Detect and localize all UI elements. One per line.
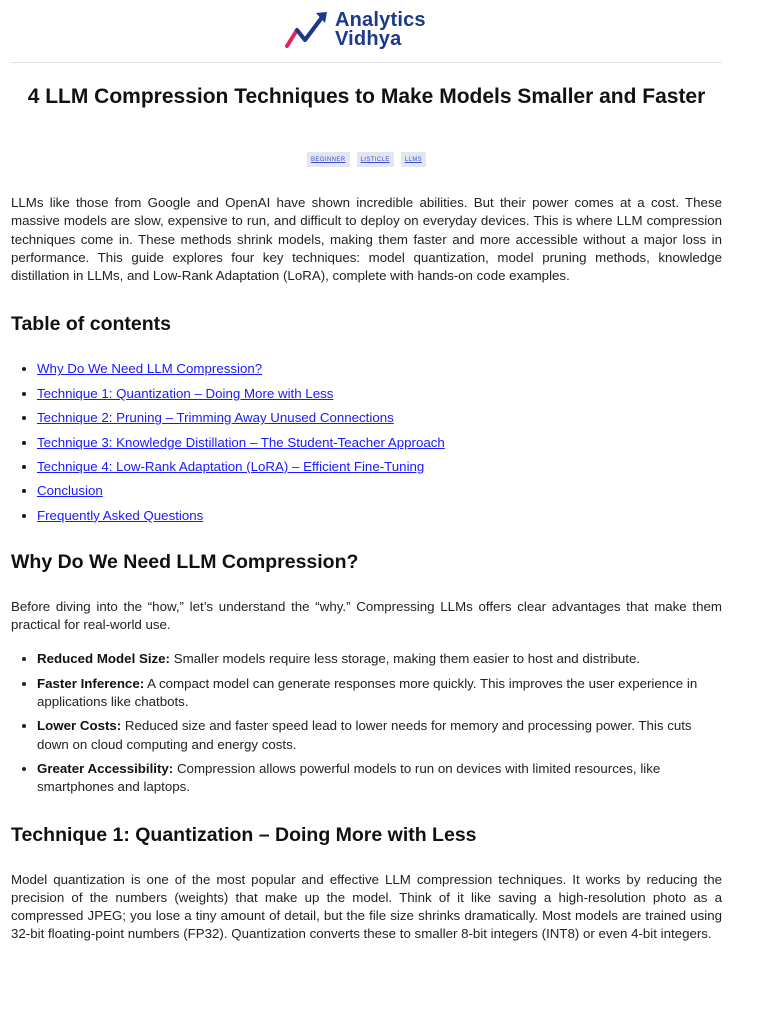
bullet-label: Reduced Model Size: (37, 651, 170, 667)
section-heading-why: Why Do We Need LLM Compression? (11, 550, 359, 573)
article-page (11, 0, 722, 942)
toc-link-distillation[interactable]: Technique 3: Knowledge Distillation – The Student-Teacher Approach (37, 434, 445, 450)
tag-llms[interactable]: LLMS (401, 152, 426, 167)
toc-item (37, 409, 722, 427)
bullet-text: A compact model can generate responses more quickly. This improves the user experience in applications like chatbots. (37, 675, 698, 710)
toc-heading: Table of contents (11, 313, 171, 336)
list-item (37, 650, 722, 668)
intro-paragraph: LLMs like those from Google and OpenAI have shown incredible abilities. But their power comes at a cost. These massive models are slow, expensive to run, and difficult to deploy on everyday devices. This is where LLM compression techniques come in. These methods shrink models, making them faster and more accessible without a major loss in performance. This guide explores four key techniques: model quantization, model pruning methods, knowledge distillation in LLMs, and Low-Rank Adaptation (LoRA), complete with hands-on code examples. (11, 195, 722, 284)
toc-item (37, 360, 722, 378)
benefits-list (11, 650, 722, 796)
table-of-contents (11, 360, 722, 524)
toc-item (37, 434, 722, 452)
toc-link-lora[interactable]: Technique 4: Low-Rank Adaptation (LoRA) – Efficient Fine-Tuning (37, 459, 425, 475)
toc-link-faq[interactable]: Frequently Asked Questions (37, 507, 204, 523)
site-logo[interactable] (285, 10, 426, 50)
list-item (37, 675, 722, 712)
trend-arrow-icon (285, 10, 331, 50)
logo-wordmark (335, 11, 426, 49)
site-header (11, 0, 722, 63)
bullet-label: Faster Inference: (37, 675, 145, 691)
toc-link-why[interactable]: Why Do We Need LLM Compression? (37, 361, 263, 377)
logo-line1: Analytics (335, 9, 426, 31)
article-title: 4 LLM Compression Techniques to Make Models Smaller and Faster (27, 85, 706, 108)
bullet-text: Compression allows powerful models to run on devices with limited resources, like smartphones and laptops. (37, 760, 661, 795)
toc-link-quantization[interactable]: Technique 1: Quantization – Doing More with Less (37, 385, 334, 401)
toc-item (37, 507, 722, 525)
section-why-intro: Before diving into the “how,” let’s understand the “why.” Compressing LLMs offers clear advantages that make them practical for real-world use. (11, 598, 722, 633)
logo-line2: Vidhya (335, 28, 402, 50)
section-quantization-body: Model quantization is one of the most popular and effective LLM compression techniques. It works by reducing the precision of the numbers (weights) that make up the model. Think of it like saving a high-resolution photo as a compressed JPEG; you lose a tiny amount of detail, but the file size shrinks dramatically. Most models are trained using 32-bit floating-point numbers (FP32). Quantization converts these to smaller 8-bit integers (INT8) or even 4-bit integers. (11, 871, 722, 942)
bullet-text: Reduced size and faster speed lead to lower needs for memory and processing power. This cuts down on cloud computing and energy costs. (37, 718, 692, 752)
toc-item (37, 458, 722, 476)
bullet-label: Lower Costs: (37, 718, 122, 734)
tag-beginner[interactable]: BEGINNER (307, 152, 350, 167)
bullet-text: Smaller models require less storage, making them easier to host and distribute. (170, 651, 641, 667)
toc-item (37, 482, 722, 500)
list-item (37, 760, 722, 797)
bullet-label: Greater Accessibility: (37, 760, 174, 776)
toc-link-pruning[interactable]: Technique 2: Pruning – Trimming Away Unused Connections (37, 410, 394, 426)
article-body (11, 194, 722, 944)
tag-list (11, 152, 722, 167)
list-item (37, 717, 722, 754)
toc-link-conclusion[interactable]: Conclusion (37, 483, 103, 499)
tag-listicle[interactable]: LISTICLE (357, 152, 394, 167)
toc-item (37, 385, 722, 403)
section-heading-quantization: Technique 1: Quantization – Doing More with Less (11, 823, 477, 846)
